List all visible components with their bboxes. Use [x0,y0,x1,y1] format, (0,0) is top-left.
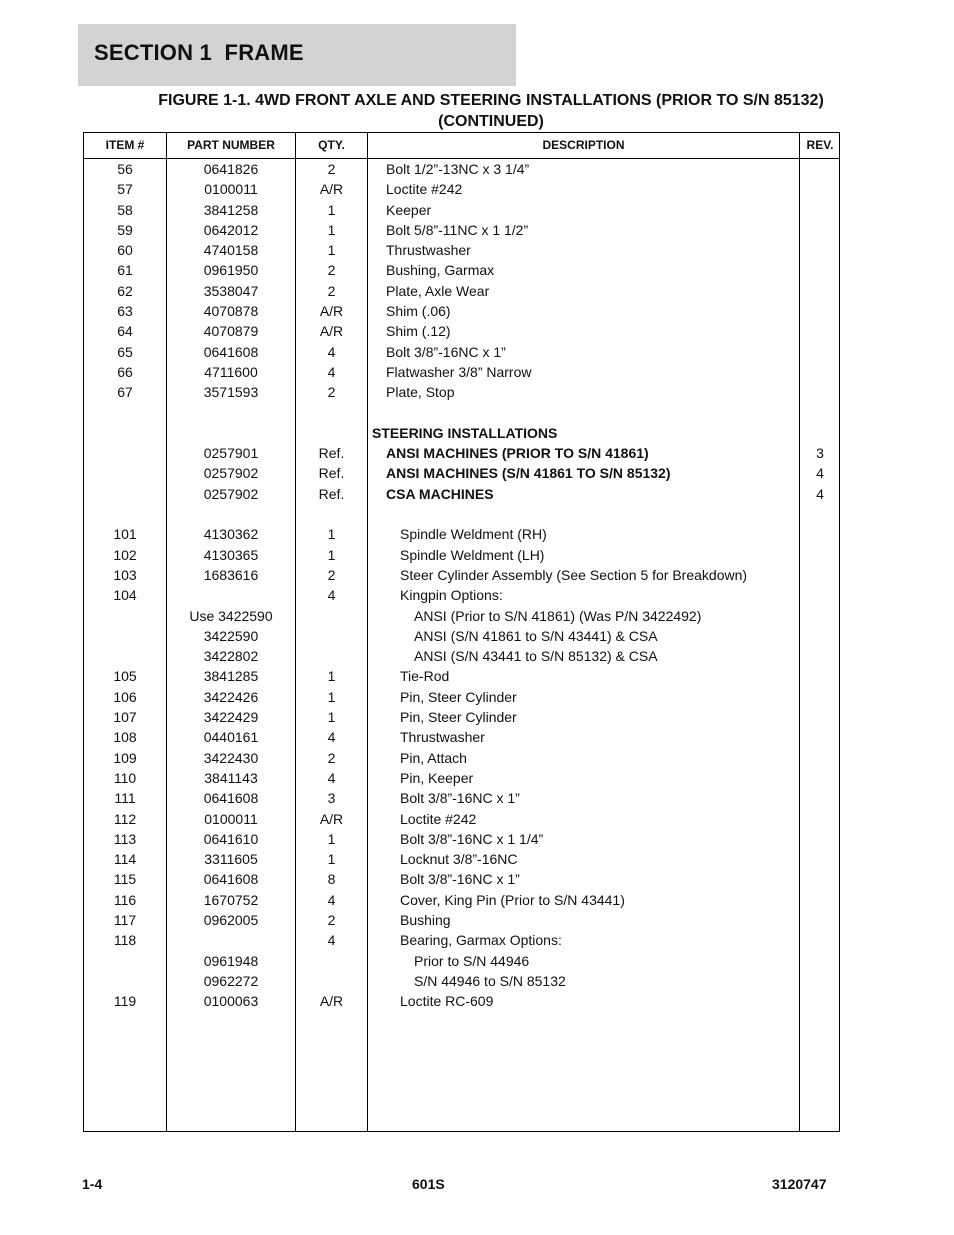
part-number-cell: 0257902 [203,485,259,502]
qty-cell: 2 [327,384,336,401]
description-cell: Bearing, Garmax Options: [400,932,562,949]
description-cell: Bushing, Garmax [386,262,495,279]
item-cell: 113 [113,830,137,847]
description-cell: Pin, Attach [400,749,467,766]
figure-title-line2: (CONTINUED) [438,113,544,130]
item-cell: 61 [117,262,133,279]
qty-cell: 1 [327,709,336,726]
description-cell: Loctite RC-609 [400,993,494,1010]
qty-cell: 4 [327,343,336,360]
description-cell: Bolt 3/8”-16NC x 1” [400,871,520,888]
description-cell: Shim (.06) [386,303,451,320]
header-qty: QTY. [318,138,345,152]
table-row [84,727,839,747]
qty-cell: 2 [327,566,336,583]
item-cell: 104 [113,587,137,604]
item-cell: 117 [113,911,137,928]
item-cell: 118 [113,932,137,949]
table-row [84,930,839,950]
description-cell: Loctite #242 [386,181,463,198]
item-cell: 115 [113,871,137,888]
table-row [84,585,839,605]
item-cell: 112 [113,810,137,827]
table-spacer-row [84,504,839,524]
qty-cell: A/R [319,323,344,340]
item-cell: 65 [117,343,133,360]
description-cell: Locknut 3/8”-16NC [400,851,518,868]
table-row [84,809,839,829]
table-row [84,768,839,788]
table-row [84,849,839,869]
parts-table [83,132,840,1132]
description-cell: Bolt 1/2”-13NC x 3 1/4” [386,161,530,177]
part-number-cell: 3571593 [203,384,259,401]
qty-cell: 8 [327,871,336,888]
qty-cell: 3 [327,790,336,807]
part-number-cell: 0642012 [203,221,259,238]
table-row [84,382,839,402]
qty-cell: Ref. [318,465,345,482]
table-body [84,159,839,1011]
part-number-cell: 3841258 [203,201,259,218]
description-cell: Pin, Keeper [400,769,474,786]
qty-cell: 4 [327,932,336,949]
qty-cell: Ref. [318,485,345,502]
description-cell: Keeper [386,201,432,218]
qty-cell: 4 [327,891,336,908]
part-number-cell: 0641826 [203,161,259,177]
description-cell: Thrustwasher [400,729,485,746]
qty-cell: Ref. [318,445,345,462]
section-title: SECTION 1 FRAME [94,40,304,65]
table-row [84,484,839,504]
part-number-cell: 3422426 [203,688,259,705]
table-row [84,890,839,910]
part-number-cell: 4711600 [204,363,258,380]
part-number-cell: 0641608 [203,790,259,807]
header-rev: REV. [806,138,834,152]
table-row [84,220,839,240]
table-row [84,910,839,930]
part-number-cell: 0641608 [203,343,259,360]
table-row [84,626,839,646]
table-row [84,362,839,382]
table-row [84,200,839,220]
item-cell: 114 [113,851,137,868]
item-cell: 57 [117,181,133,198]
qty-cell: 2 [327,749,336,766]
item-cell: 56 [117,161,133,177]
description-cell: Thrustwasher [386,242,471,259]
table-row [84,545,839,565]
description-cell: ANSI MACHINES (S/N 41861 TO S/N 85132) [386,465,671,482]
table-row [84,463,839,483]
item-cell: 103 [113,566,137,583]
part-number-cell: 0961950 [203,262,259,279]
table-row [84,646,839,666]
rev-cell: 4 [816,465,824,482]
item-cell: 59 [117,221,133,238]
item-cell: 108 [113,729,137,746]
table-row [84,565,839,585]
part-number-cell: 3422430 [203,749,259,766]
part-number-cell: 0641610 [203,830,259,847]
qty-cell: 4 [327,769,336,786]
part-number-cell: 0100063 [203,993,259,1010]
description-cell: ANSI (S/N 43441 to S/N 85132) & CSA [414,648,658,665]
qty-cell: 1 [327,546,336,563]
description-cell: Bolt 3/8”-16NC x 1” [400,790,520,807]
qty-cell: 4 [327,363,336,380]
item-cell: 109 [113,749,137,766]
part-number-cell: 0257901 [203,445,259,462]
part-number-cell: 4070878 [203,303,259,320]
description-cell: Kingpin Options: [400,587,503,604]
table-row [84,707,839,727]
item-cell: 60 [117,242,133,259]
part-number-cell: 3538047 [203,282,259,299]
qty-cell: 2 [327,262,336,279]
qty-cell: 2 [327,282,336,299]
table-row [84,971,839,991]
description-cell: CSA MACHINES [386,485,494,502]
part-number-cell: 3422429 [203,709,259,726]
description-cell: Bolt 5/8”-11NC x 1 1/2” [386,221,529,238]
figure-title [60,90,922,132]
item-cell: 106 [113,688,137,705]
part-number-cell: 0961948 [203,952,259,969]
table-row [84,666,839,686]
part-number-cell: 0257902 [203,465,259,482]
table-row [84,869,839,889]
description-cell: Plate, Axle Wear [386,282,490,299]
qty-cell: 1 [327,526,336,543]
item-cell: 63 [117,303,133,320]
part-number-cell: 1683616 [203,566,259,583]
figure-title-line1: FIGURE 1-1. 4WD FRONT AXLE AND STEERING INSTALLATIONS (PRIOR TO S/N 85132) [158,92,824,109]
table-row [84,991,839,1011]
part-number-cell: 3422802 [203,648,259,665]
description-cell: Loctite #242 [400,810,477,827]
description-cell: ANSI (Prior to S/N 41861) (Was P/N 3422492) [414,607,702,624]
description-cell: Bolt 3/8”-16NC x 1 1/4” [400,830,544,847]
item-cell: 105 [113,668,137,685]
part-number-cell: 4130362 [203,526,259,543]
description-cell: STEERING INSTALLATIONS [372,424,558,441]
table-row [84,748,839,768]
qty-cell: 1 [327,688,336,705]
qty-cell: 4 [327,587,336,604]
table-row [84,342,839,362]
item-cell: 116 [113,891,137,908]
item-cell: 101 [113,526,137,543]
rev-cell: 3 [816,445,824,462]
description-cell: ANSI (S/N 41861 to S/N 43441) & CSA [414,627,658,644]
qty-cell: A/R [319,303,344,320]
description-cell: Pin, Steer Cylinder [400,688,517,705]
part-number-cell: 0962005 [203,911,259,928]
qty-cell: 2 [327,911,336,928]
item-cell: 67 [117,384,133,401]
part-number-cell: 0641608 [203,871,259,888]
qty-cell: 1 [327,851,336,868]
part-number-cell: 4130365 [203,546,259,563]
qty-cell: 1 [327,242,336,259]
qty-cell: A/R [319,181,344,198]
footer-page-number: 1-4 [82,1176,103,1192]
table-row [84,179,839,199]
description-cell: Shim (.12) [386,323,451,340]
table-row [84,240,839,260]
part-number-cell: 0100011 [204,181,258,198]
description-cell: S/N 44946 to S/N 85132 [414,972,566,989]
part-number-cell: 1670752 [203,891,259,908]
item-cell: 119 [113,993,137,1010]
header-item: ITEM # [105,138,145,152]
table-row [84,829,839,849]
description-cell: Flatwasher 3/8” Narrow [386,363,532,380]
description-cell: ANSI MACHINES (PRIOR TO S/N 41861) [386,445,649,462]
header-description: DESCRIPTION [542,138,625,152]
item-cell: 110 [113,769,137,786]
qty-cell: 2 [327,161,336,177]
table-row [84,443,839,463]
table-row [84,524,839,544]
part-number-cell: 0100011 [204,810,258,827]
part-number-cell: 0440161 [203,729,259,746]
part-number-cell: 3422590 [203,627,259,644]
description-cell: Cover, King Pin (Prior to S/N 43441) [400,891,625,908]
table-spacer-row [84,403,839,423]
table-row [84,321,839,341]
item-cell: 102 [113,546,137,563]
table-row [84,423,839,443]
item-cell: 62 [117,282,133,299]
header-part-number: PART NUMBER [187,138,275,152]
table-row [84,159,839,179]
part-number-cell: Use 3422590 [189,607,273,624]
item-cell: 107 [113,709,137,726]
part-number-cell: 0962272 [203,972,259,989]
part-number-cell: 3841285 [203,668,259,685]
table-row [84,260,839,280]
qty-cell: 4 [327,729,336,746]
qty-cell: 1 [327,201,336,218]
description-cell: Tie-Rod [400,668,450,685]
description-cell: Plate, Stop [386,384,455,401]
footer-model: 601S [412,1176,445,1192]
description-cell: Bushing [400,911,451,928]
qty-cell: 1 [327,221,336,238]
qty-cell: 1 [327,668,336,685]
item-cell: 66 [117,363,133,380]
description-cell: Prior to S/N 44946 [414,952,530,969]
part-number-cell: 4740158 [203,242,259,259]
part-number-cell: 3311605 [204,851,258,868]
description-cell: Pin, Steer Cylinder [400,709,517,726]
qty-cell: A/R [319,993,344,1010]
item-cell: 58 [117,201,133,218]
table-row [84,281,839,301]
rev-cell: 4 [816,485,824,502]
part-number-cell: 4070879 [203,323,259,340]
qty-cell: 1 [327,830,336,847]
description-cell: Spindle Weldment (RH) [400,526,547,543]
table-row [84,606,839,626]
part-number-cell: 3841143 [204,769,258,786]
table-row [84,687,839,707]
description-cell: Steer Cylinder Assembly (See Section 5 for Breakdown) [400,566,748,583]
description-cell: Spindle Weldment (LH) [400,546,545,563]
item-cell: 111 [114,790,136,807]
table-row [84,301,839,321]
table-row [84,951,839,971]
qty-cell: A/R [319,810,344,827]
table-row [84,788,839,808]
item-cell: 64 [117,323,133,340]
footer-doc-number: 3120747 [772,1176,827,1192]
description-cell: Bolt 3/8”-16NC x 1” [386,343,506,360]
